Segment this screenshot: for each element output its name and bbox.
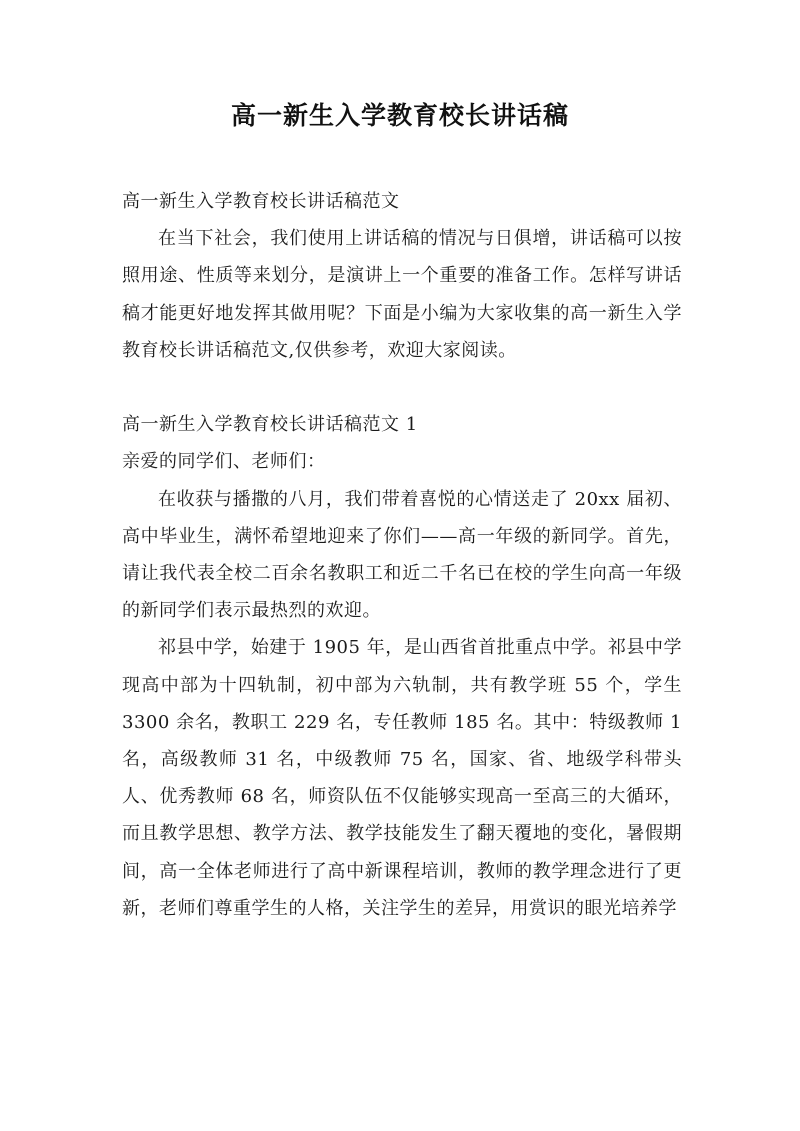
body-paragraph-school-intro: 祁县中学，始建于 1905 年，是山西省首批重点中学。祁县中学现高中部为十四轨制，初中部为六轨制，共有教学班 55 个，学生 3300 余名，教职工 229 名，专任教师 185 名。其中：特级教师 1 名，高级教师 31 名，中级教师 75 名，国家、省、地级学科带头人、优秀教师 68 名，师资队伍不仅能够实现高一至高三的大循环，而且教学思想、教学方法、教学技能发生了翻天覆地的变化，暑假期间，高一全体老师进行了高中新课程培训，教师的教学理念进行了更新，老师们尊重学生的人格，关注学生的差异，用赏识的眼光培养学 [122,637,682,919]
section-heading: 高一新生入学教育校长讲话稿范文 1 [122,414,418,436]
intro-paragraph: 在当下社会，我们使用上讲话稿的情况与日俱增，讲话稿可以按照用途、性质等来划分，是演讲上一个重要的准备工作。怎样写讲话稿才能更好地发挥其做用呢？下面是小编为大家收集的高一新生入学教育校长讲话稿范文,仅供参考，欢迎大家阅读。 [122,228,682,361]
body-paragraph-welcome: 在收获与播撒的八月，我们带着喜悦的心情送走了 20xx 届初、高中毕业生，满怀希望地迎来了你们——高一年级的新同学。首先，请让我代表全校二百余名教职工和近二千名已在校的学生向高一年级的新同学们表示最热烈的欢迎。 [122,488,682,622]
document-subtitle: 高一新生入学教育校长讲话稿范文 [122,191,400,212]
document-body [122,183,682,927]
document-title: 高一新生入学教育校长讲话稿 [230,101,569,130]
salutation: 亲爱的同学们、老师们： [122,451,326,473]
paragraph-spacer [122,369,682,406]
